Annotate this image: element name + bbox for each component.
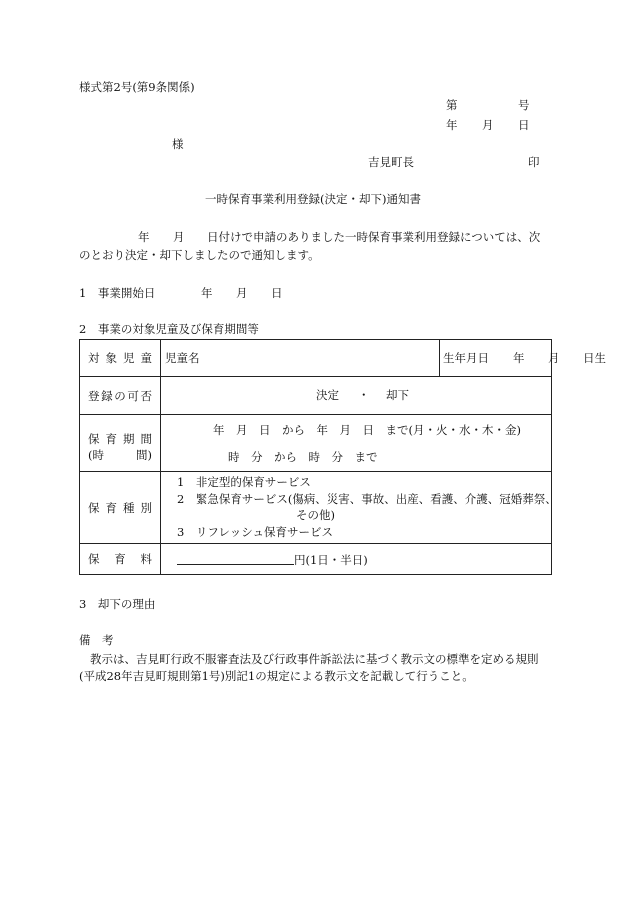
decision-dot: ・	[358, 388, 370, 402]
intro-line2: のとおり決定・却下しましたので通知します。	[79, 248, 320, 262]
form-number: 様式第2号(第9条関係)	[79, 80, 195, 94]
target-child-label: 対 象 児 童	[88, 351, 152, 365]
seal-mark: 印	[528, 155, 540, 169]
type-item-1: 1 非定型的保育サービス	[177, 475, 311, 489]
registration-value-cell	[161, 377, 552, 415]
fee-label: 保 育 料	[88, 552, 152, 566]
date-nen: 年	[446, 118, 458, 132]
birth-divider	[439, 340, 440, 376]
decision-kettei: 決定	[316, 388, 339, 402]
period-date-line: 年 月 日 から 年 月 日 まで(月・火・水・木・金)	[213, 423, 521, 437]
type-item-2: 2 緊急保育サービス(傷病、災害、事故、出産、看護、介護、冠婚葬祭、	[177, 492, 557, 506]
table-row-type	[80, 472, 552, 544]
period-value-cell	[161, 415, 552, 472]
period-label-cell	[80, 415, 161, 472]
fee-line	[177, 553, 368, 567]
registration-label-cell	[80, 377, 161, 415]
date-hi: 日	[518, 118, 530, 132]
period-time-line: 時 分 から 時 分 まで	[228, 450, 378, 464]
notes-title: 備 考	[79, 633, 114, 647]
notes-line2: (平成28年吉見町規則第1号)別記1の規定による教示文を記載して行うこと。	[79, 669, 474, 683]
section1-hi: 日	[271, 286, 283, 300]
birth-nen: 年	[513, 351, 525, 365]
issuer-name: 吉見町長	[368, 155, 414, 169]
fee-blank	[177, 553, 294, 565]
table-row-registration	[80, 377, 552, 415]
type-label-cell	[80, 472, 161, 544]
birth-tsuki: 月	[548, 351, 560, 365]
section3-label: 3 却下の理由	[79, 597, 156, 611]
intro-line1-rest: 日付けで申請のありました一時保育事業利用登録については、次	[207, 230, 541, 244]
addressee-sama: 様	[172, 137, 184, 151]
table-row-fee	[80, 544, 552, 575]
type-value-cell	[161, 472, 557, 544]
document-title: 一時保育事業利用登録(決定・却下)通知書	[205, 192, 421, 206]
section1-tsuki: 月	[236, 286, 248, 300]
section2-label: 2 事業の対象児童及び保育期間等	[79, 322, 259, 336]
number-label-dai: 第	[446, 98, 458, 112]
birth-suffix: 日生	[583, 351, 606, 365]
date-tsuki: 月	[482, 118, 494, 132]
section1-label: 1 事業開始日	[79, 286, 156, 300]
fee-suffix: 円(1日・半日)	[294, 553, 368, 567]
type-item-2-cont: その他)	[296, 508, 335, 522]
child-name-cell	[161, 340, 606, 377]
notes-line1: 教示は、吉見町行政不服審査法及び行政事件訴訟法に基づく教示文の標準を定める規則	[90, 652, 539, 666]
type-label: 保 育 種 別	[88, 500, 152, 515]
number-label-go: 号	[518, 98, 530, 112]
period-sub-label: (時 間)	[88, 448, 152, 462]
target-child-label-cell	[80, 340, 161, 377]
details-table	[79, 339, 606, 575]
section1-nen: 年	[201, 286, 213, 300]
fee-value-cell	[161, 544, 552, 575]
birth-label: 生年月日	[443, 351, 489, 365]
child-name-label: 児童名	[165, 351, 200, 365]
intro-nen: 年	[138, 230, 150, 244]
intro-tsuki: 月	[173, 230, 185, 244]
period-label: 保 育 期 間	[88, 432, 152, 446]
decision-kyakka: 却下	[386, 388, 409, 402]
fee-label-cell	[80, 544, 161, 575]
table-row-target-child	[80, 340, 552, 377]
table-row-period	[80, 415, 552, 472]
registration-label: 登 録 の 可 否	[88, 388, 152, 403]
type-item-3: 3 リフレッシュ保育サービス	[177, 525, 334, 539]
